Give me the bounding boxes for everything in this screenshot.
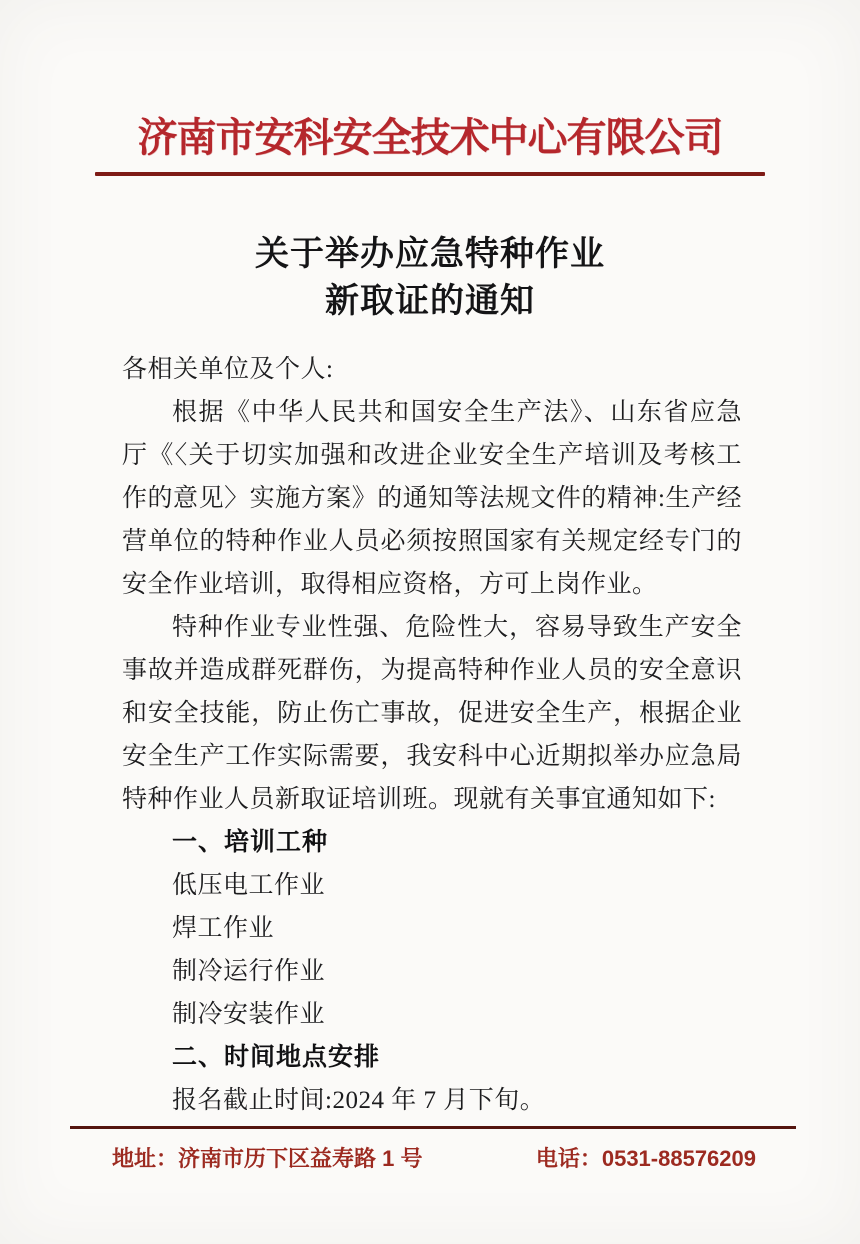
training-type-welding: 焊工作业 (172, 915, 275, 942)
footer-phone (536, 1142, 756, 1173)
section-2-heading-time-place: 二、时间地点安排 (172, 1043, 381, 1071)
section-1-heading-training-types: 一、培训工种 (172, 828, 329, 856)
letterhead-company-name: 济南市安科安全技术中心有限公司 (137, 115, 723, 160)
footer-divider-line (70, 1126, 796, 1129)
letterhead-divider-line (95, 172, 765, 176)
footer-phone-value: 0531-88576209 (601, 1146, 756, 1171)
document-title-line2: 新取证的通知 (325, 283, 535, 320)
registration-deadline: 报名截止时间:2024 年 7 月下旬。 (172, 1087, 546, 1114)
training-type-refrigeration-installation: 制冷安装作业 (172, 1001, 326, 1028)
document-title-line1: 关于举办应急特种作业 (255, 236, 605, 273)
salutation: 各相关单位及个人: (122, 356, 334, 383)
footer (112, 1142, 756, 1173)
footer-address (112, 1142, 422, 1173)
training-type-low-voltage-electrician: 低压电工作业 (172, 872, 326, 899)
document-title (0, 231, 860, 325)
paragraph-purpose: 特种作业专业性强、危险性大，容易导致生产安全事故并造成群死群伤，为提高特种作业人员的安全意识和安全技能，防止伤亡事故，促进安全生产，根据企业安全生产工作实际需要，我安科中心近期拟举办应急局特种作业人员新取证培训班。现就有关事宜通知如下: (122, 614, 742, 813)
footer-phone-label: 电话： (535, 1146, 602, 1171)
document-body (122, 348, 742, 1122)
training-type-refrigeration-operation: 制冷运行作业 (172, 958, 326, 985)
footer-address-value: 济南市历下区益寿路 1 号 (178, 1146, 423, 1171)
footer-address-label: 地址： (112, 1146, 179, 1171)
paragraph-legal-basis: 根据《中华人民共和国安全生产法》、山东省应急厅《〈关于切实加强和改进企业安全生产培训及考核工作的意见〉实施方案》的通知等法规文件的精神:生产经营单位的特种作业人员必须按照国家有关规定经专门的安全作业培训，取得相应资格，方可上岗作业。 (122, 399, 742, 598)
